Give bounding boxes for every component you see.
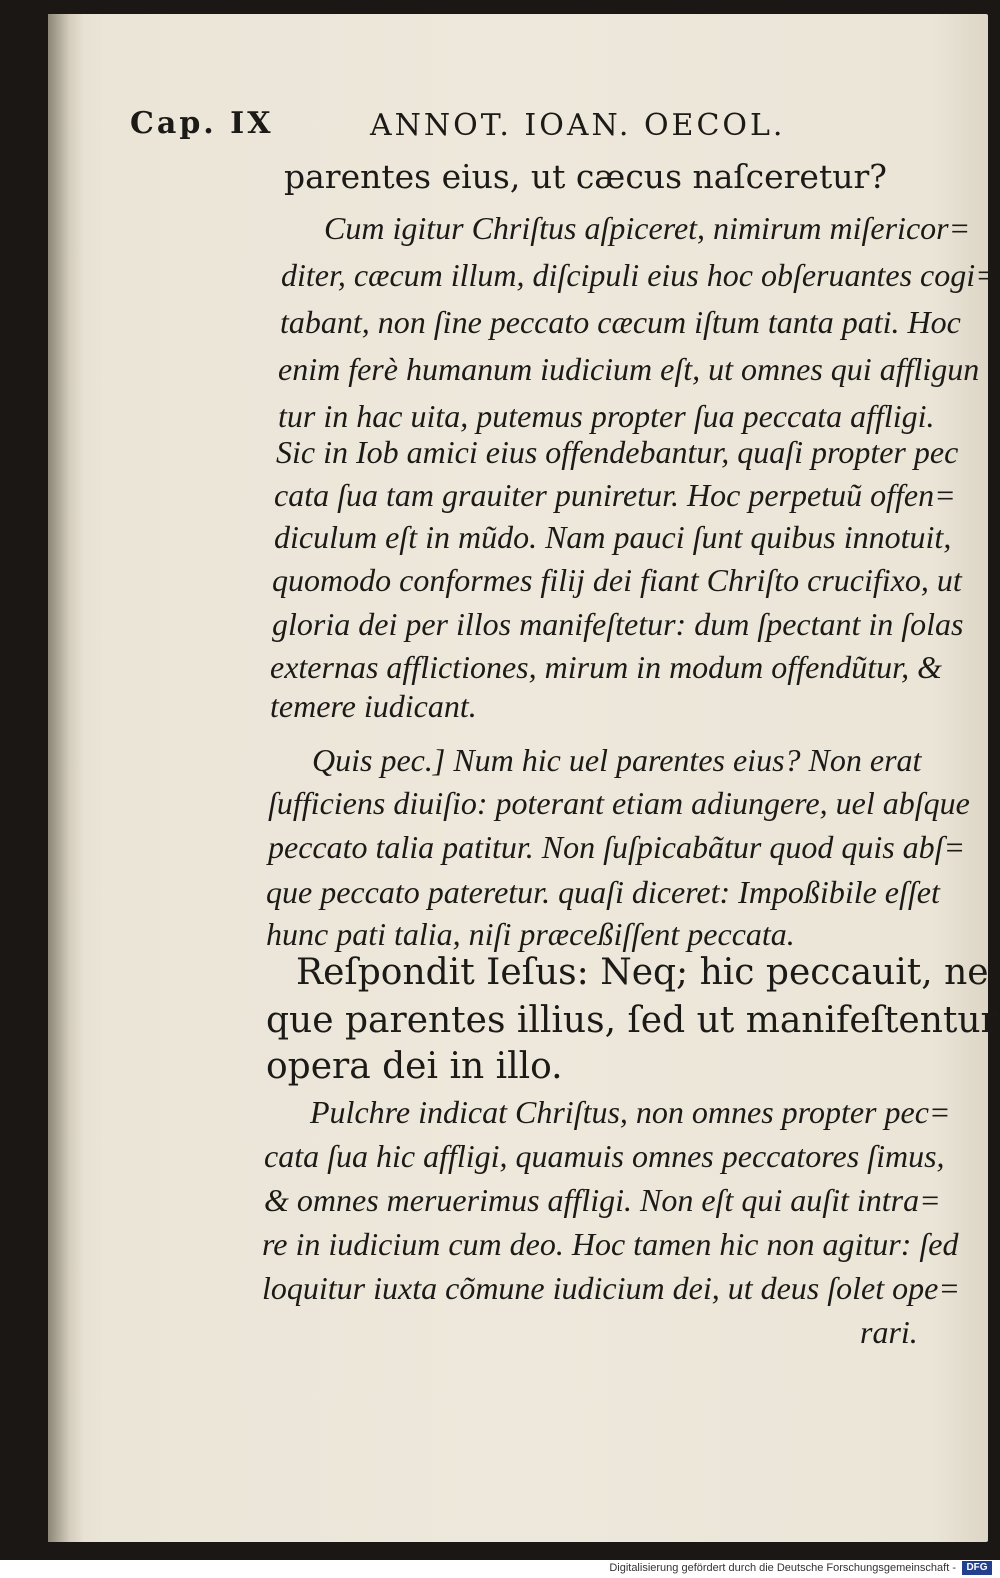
text-line: diculum eſt in mũdo. Nam pauci ſunt quibus innotuit, bbox=[274, 519, 952, 555]
chapter-heading: Cap. IX bbox=[130, 106, 274, 141]
text-line: tur in hac uita, putemus propter ſua peccata affligi. bbox=[278, 398, 935, 434]
text-line: temere iudicant. bbox=[270, 688, 477, 724]
text-line: ſufficiens diuiſio: poterant etiam adiungere, uel abſque bbox=[268, 785, 970, 821]
text-line: parentes eius, ut cæcus naſceretur? bbox=[284, 157, 887, 196]
text-line: peccato talia patitur. Non ſuſpicabãtur quod quis abſ= bbox=[268, 829, 966, 865]
text-line: cata ſua tam grauiter puniretur. Hoc perpetuũ offen= bbox=[274, 477, 956, 513]
text-line: tabant, non ſine peccato cæcum iſtum tanta pati. Hoc bbox=[280, 304, 961, 340]
text-line: Sic in Iob amici eius offendebantur, quaſi propter pec bbox=[276, 434, 959, 470]
text-line: Cum igitur Chriſtus aſpiceret, nimirum miſericor= bbox=[324, 210, 971, 246]
book-page bbox=[48, 14, 998, 1542]
text-line: que peccato pateretur. quaſi diceret: Impoßibile eſſet bbox=[266, 874, 940, 910]
text-line: opera dei in illo. bbox=[266, 1046, 563, 1087]
text-line: Quis pec.] Num hic uel parentes eius? Non erat bbox=[312, 742, 922, 778]
text-line: hunc pati talia, niſi præceßiſſent peccata. bbox=[266, 916, 795, 952]
text-line: loquitur iuxta cõmune iudicium dei, ut deus ſolet ope= bbox=[262, 1270, 960, 1306]
text-line: rari. bbox=[860, 1314, 918, 1350]
text-line: que parentes illius, ſed ut manifeſtentur bbox=[266, 1000, 998, 1041]
text-line: externas afflictiones, mirum in modum offendũtur, & bbox=[270, 649, 942, 685]
text-line: enim ferè humanum iudicium eſt, ut omnes qui affligun bbox=[278, 351, 980, 387]
running-title: ANNOT. IOAN. OECOL. bbox=[370, 108, 786, 143]
digitization-credit: Digitalisierung gefördert durch die Deutsche Forschungsgemeinschaft - bbox=[609, 1562, 956, 1574]
text-line: & omnes meruerimus affligi. Non eſt qui auſit intra= bbox=[264, 1182, 941, 1218]
text-line: gloria dei per illos manifeſtetur: dum ſpectant in ſolas bbox=[272, 606, 964, 642]
dfg-logo-icon: DFG bbox=[962, 1561, 992, 1575]
text-line: cata ſua hic affligi, quamuis omnes peccatores ſimus, bbox=[264, 1138, 945, 1174]
text-line: Pulchre indicat Chriſtus, non omnes propter pec= bbox=[310, 1094, 951, 1130]
text-line: diter, cæcum illum, diſcipuli eius hoc obſeruantes cogi= bbox=[281, 257, 997, 293]
text-line: Reſpondit Ieſus: Neq; hic peccauit, ne bbox=[296, 952, 989, 993]
text-line: quomodo conformes filij dei fiant Chriſto crucifixo, ut bbox=[272, 562, 962, 598]
text-line: re in iudicium cum deo. Hoc tamen hic non agitur: ſed bbox=[262, 1226, 959, 1262]
